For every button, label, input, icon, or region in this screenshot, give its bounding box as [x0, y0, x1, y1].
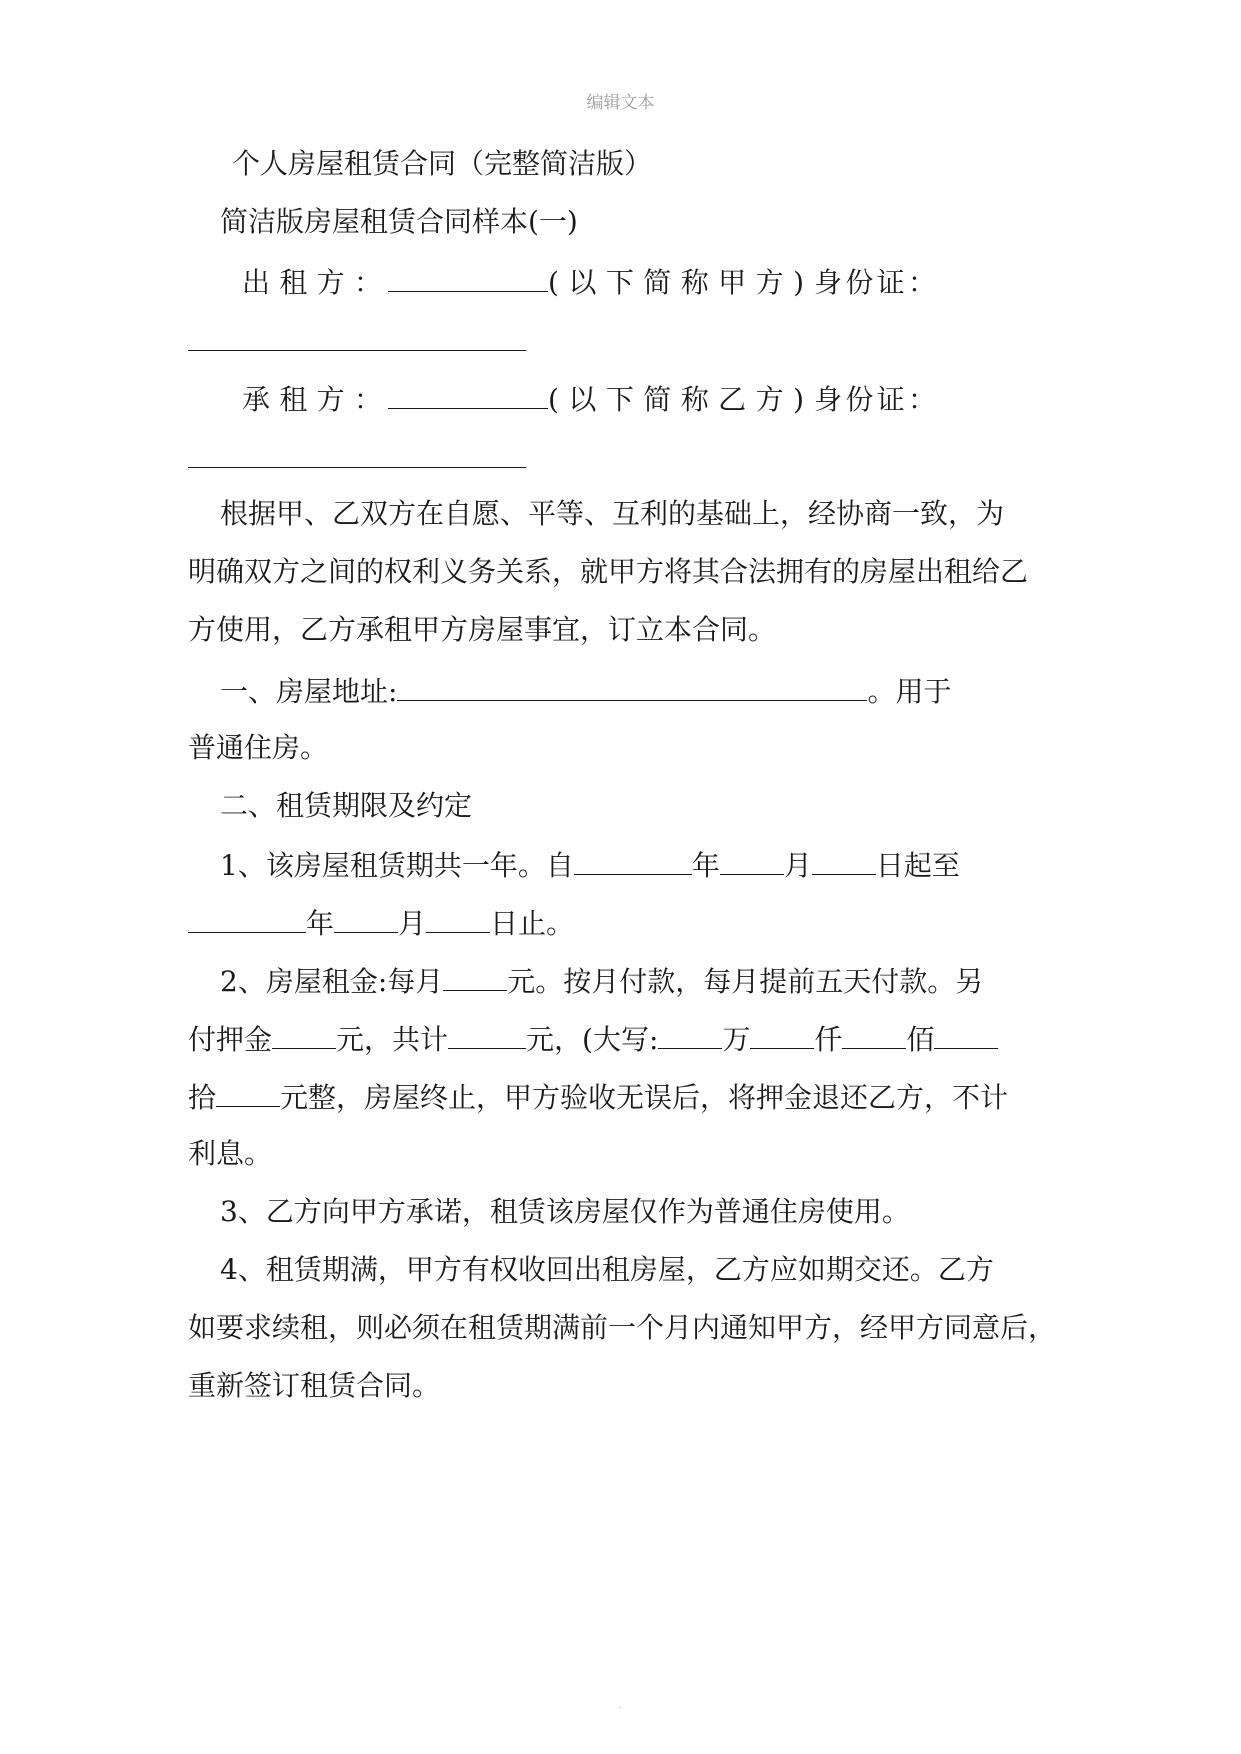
clause-1-line-2: [188, 904, 1053, 942]
lessor-id-label: 身份证：: [814, 266, 936, 299]
lessor-abbr: (以下简称甲方): [548, 266, 804, 299]
clause-1-text: 1、该房屋租赁期共一年。自: [220, 849, 574, 882]
address-label: 一、房屋地址:: [220, 675, 398, 708]
deposit-return-terms: 元整，房屋终止，甲方验收无误后，将押金退还乙方，不计: [280, 1081, 1009, 1114]
shi-label: 拾: [188, 1081, 217, 1114]
lessee-id-blank[interactable]: [188, 467, 526, 468]
monthly-rent-blank[interactable]: [443, 962, 507, 991]
intro-line-2: 明确双方之间的权利义务关系，就甲方将其合法拥有的房屋出租给乙: [188, 555, 1029, 588]
deposit-blank[interactable]: [272, 1020, 336, 1049]
yuan-amount-blank[interactable]: [216, 1078, 280, 1107]
address-blank[interactable]: [397, 672, 867, 701]
month-label: 月: [398, 907, 427, 940]
year-label: 年: [691, 849, 720, 882]
lessee-abbr: (以下简称乙方): [548, 383, 804, 416]
clause-2-line-1: [220, 962, 984, 1000]
qian-blank[interactable]: [750, 1020, 814, 1049]
total-blank[interactable]: [448, 1020, 526, 1049]
wan-label: 万: [722, 1023, 751, 1056]
clause-1-line-1: [220, 846, 960, 884]
day-from-label: 日起至: [875, 849, 960, 882]
lessee-name-blank[interactable]: [388, 380, 548, 409]
end-year-blank[interactable]: [188, 904, 306, 933]
page-header: 编辑文本: [586, 93, 655, 113]
total-label: 元，共计: [336, 1023, 449, 1056]
clause-2-line-3: [188, 1078, 1009, 1116]
clause-4-line-1: 4、租赁期满，甲方有权收回出租房屋，乙方应如期交还。乙方: [220, 1253, 994, 1286]
lessee-line: [242, 380, 936, 418]
start-day-blank[interactable]: [812, 846, 876, 875]
section-1-usage: 普通住房。: [188, 731, 329, 764]
day-to-label: 日止。: [490, 907, 575, 940]
intro-line-3: 方使用，乙方承租甲方房屋事宜，订立本合同。: [188, 613, 777, 646]
lessor-label: 出租方：: [242, 266, 382, 299]
deposit-label: 付押金: [188, 1023, 273, 1056]
clause-4-line-2: 如要求续租，则必须在租赁期满前一个月内通知甲方，经甲方同意后，: [188, 1311, 1057, 1344]
wan-blank[interactable]: [658, 1020, 722, 1049]
lessor-line: [242, 263, 936, 301]
section-2-title: 二、租赁期限及约定: [220, 789, 473, 822]
start-year-blank[interactable]: [574, 846, 692, 875]
clause-4-line-3: 重新签订租赁合同。: [188, 1369, 441, 1402]
end-month-blank[interactable]: [334, 904, 398, 933]
capital-label: 元，(大写:: [526, 1023, 659, 1056]
document-title: 个人房屋租赁合同（完整简洁版）: [232, 147, 653, 180]
end-day-blank[interactable]: [426, 904, 490, 933]
rent-label: 2、房屋租金:每月: [220, 965, 444, 998]
lessee-id-label: 身份证：: [814, 383, 936, 416]
yuan-label: 元: [507, 965, 536, 998]
document-subtitle: 简洁版房屋租赁合同样本(一): [220, 205, 578, 238]
lessee-label: 承租方：: [242, 383, 382, 416]
clause-2-line-2: [188, 1020, 940, 1058]
clause-2-line-4: 利息。: [188, 1137, 273, 1170]
bai-label: 佰: [906, 1023, 935, 1056]
year-label: 年: [306, 907, 335, 940]
bai-blank[interactable]: [842, 1020, 906, 1049]
start-month-blank[interactable]: [720, 846, 784, 875]
section-1-line: [220, 672, 952, 710]
page-footer-mark: .: [618, 1700, 622, 1711]
intro-line-1: 根据甲、乙双方在自愿、平等、互利的基础上，经协商一致，为: [220, 497, 1005, 530]
qian-label: 仟: [814, 1023, 843, 1056]
lessor-id-blank[interactable]: [188, 350, 526, 351]
address-suffix: 。用于: [867, 675, 952, 708]
month-label: 月: [783, 849, 812, 882]
clause-3: 3、乙方向甲方承诺，租赁该房屋仅作为普通住房使用。: [220, 1195, 910, 1228]
payment-terms: 。按月付款，每月提前五天付款。另: [535, 965, 984, 998]
shi-blank[interactable]: [934, 1020, 998, 1049]
lessor-name-blank[interactable]: [388, 263, 548, 292]
